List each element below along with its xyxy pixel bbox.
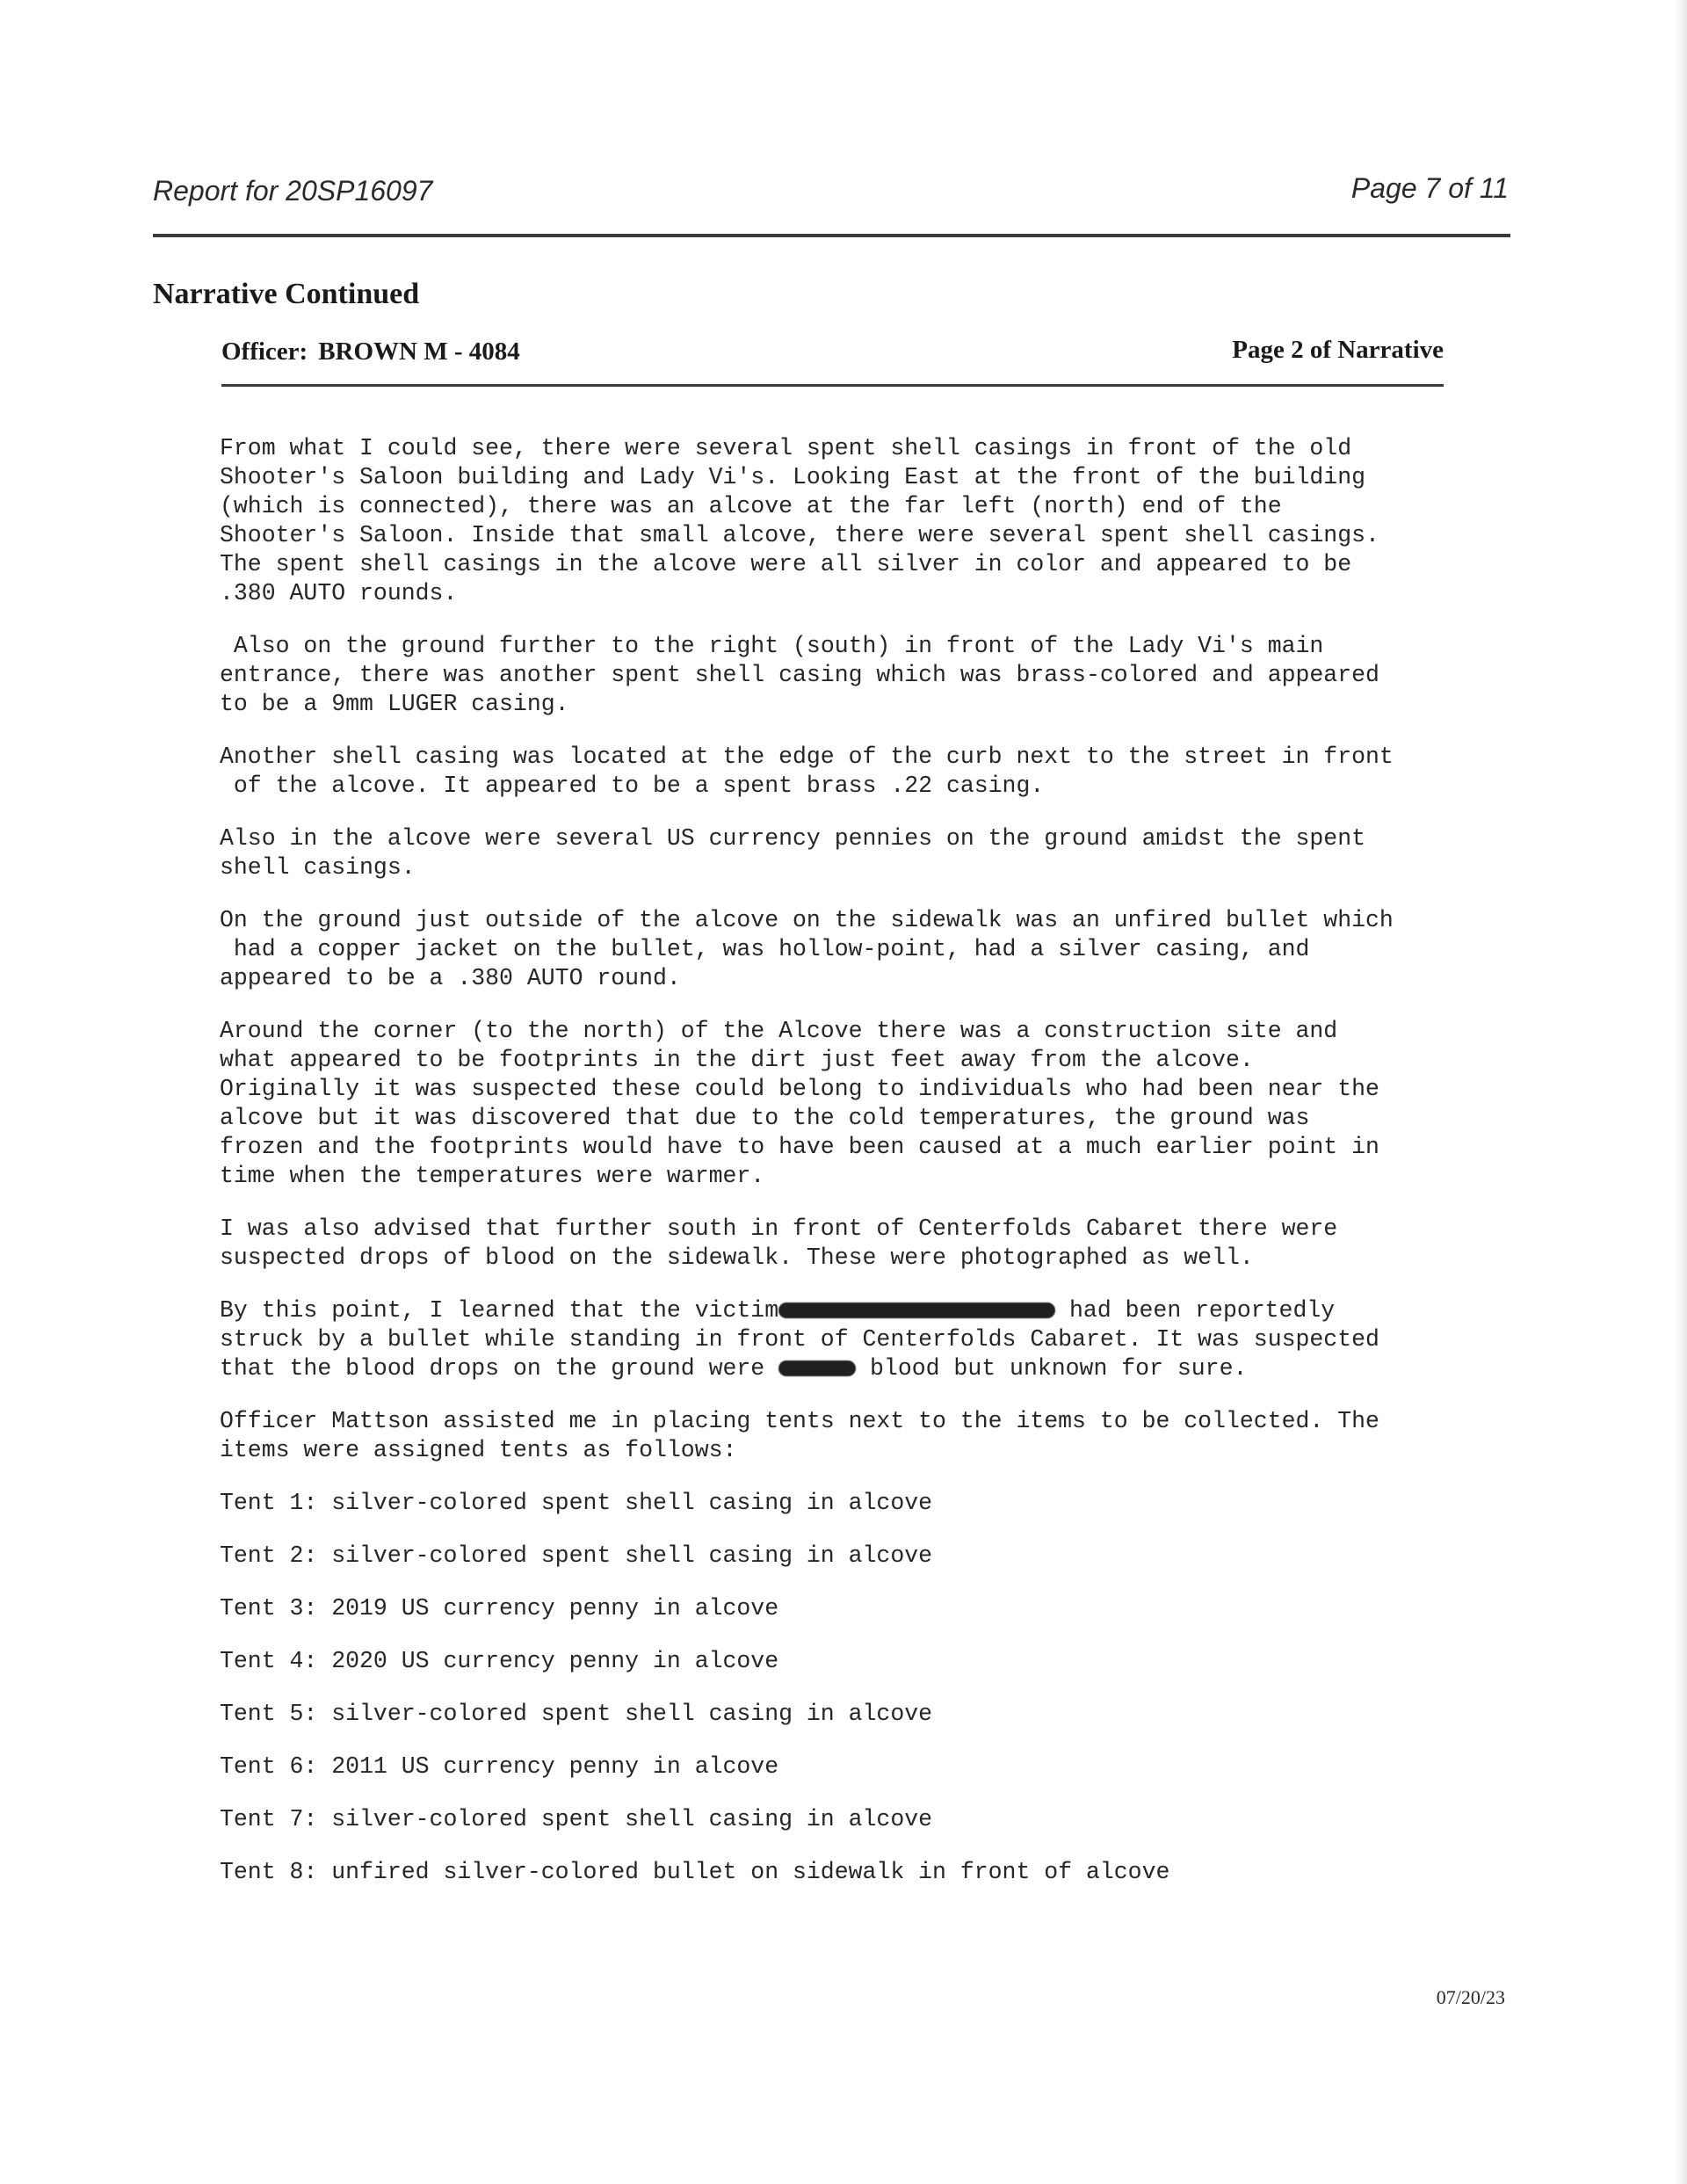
section-title: Narrative Continued (153, 278, 420, 310)
narrative-text: blood but unknown for sure. (856, 1355, 1248, 1382)
narrative-paragraph: Officer Mattson assisted me in placing tents next to the items to be collected. The items were assigned tents as follows: (220, 1408, 1379, 1463)
tent-item: Tent 6: 2011 US currency penny in alcove (220, 1753, 779, 1780)
narrative-text: had been reportedly struck by a bullet while standing in front of Centerfolds Cabaret. It was suspected that the blood drops on the ground were (220, 1297, 1379, 1382)
redaction-mark (778, 1360, 856, 1376)
footer-date: 07/20/23 (1436, 1986, 1505, 2008)
tent-item: Tent 4: 2020 US currency penny in alcove (220, 1648, 779, 1674)
redaction-mark (778, 1302, 1055, 1318)
officer-label: Officer: (221, 337, 308, 366)
narrative-paragraph: Around the corner (to the north) of the Alcove there was a construction site and what appeared to be footprints in the dirt just feet away from the alcove. Originally it was suspected these could belong to individuals who had been near the alcove but it was discovered that due to the cold temperatures, the ground was frozen and the footprints would have to have been caused at a much earlier point in time when the temperatures were warmer. (220, 1018, 1379, 1189)
narrative-page-number: Page 2 of Narrative (1232, 336, 1444, 364)
report-number-header: Report for 20SP16097 (153, 175, 433, 207)
page-number-header: Page 7 of 11 (1350, 172, 1509, 204)
officer-name: BROWN M - 4084 (318, 337, 520, 366)
narrative-body (220, 434, 1450, 1911)
tent-item: Tent 5: silver-colored spent shell casing in alcove (220, 1701, 933, 1727)
narrative-paragraph: Also in the alcove were several US currency pennies on the ground amidst the spent shell casings. (220, 825, 1366, 881)
tent-item: Tent 2: silver-colored spent shell casing in alcove (220, 1542, 933, 1569)
narrative-paragraph: I was also advised that further south in front of Centerfolds Cabaret there were suspected drops of blood on the sidewalk. These were photographed as well. (220, 1215, 1338, 1271)
narrative-paragraph: Another shell casing was located at the edge of the curb next to the street in front of the alcove. It appeared to be a spent brass .22 casing. (220, 744, 1394, 799)
tent-item: Tent 8: unfired silver-colored bullet on sidewalk in front of alcove (220, 1859, 1170, 1885)
tent-item: Tent 1: silver-colored spent shell casing in alcove (220, 1490, 933, 1516)
header-divider (153, 234, 1510, 237)
narrative-paragraph: Also on the ground further to the right (south) in front of the Lady Vi's main entrance, there was another spent shell casing which was brass-colored and appeared to be a 9mm LUGER casing. (220, 633, 1379, 717)
narrative-paragraph: From what I could see, there were several spent shell casings in front of the old Shooter's Saloon building and Lady Vi's. Looking East at the front of the building (which is connected), there was an alcove at the far left (north) end of the Shooter's Saloon. Inside that small alcove, there were several spent shell casings. The spent shell casings in the alcove were all silver in color and appeared to be .380 AUTO rounds. (220, 435, 1379, 606)
narrative-paragraph-redacted (220, 1296, 1450, 1383)
narrative-paragraph: On the ground just outside of the alcove on the sidewalk was an unfired bullet which had a copper jacket on the bullet, was hollow-point, had a silver casing, and appeared to be a .380 AUTO round. (220, 907, 1394, 991)
page-edge-shadow (1675, 0, 1687, 2184)
tent-item: Tent 7: silver-colored spent shell casing in alcove (220, 1806, 933, 1832)
officer-line (221, 337, 520, 366)
narrative-text: By this point, I learned that the victim (220, 1297, 779, 1324)
officer-divider (221, 384, 1444, 387)
tent-item: Tent 3: 2019 US currency penny in alcove (220, 1595, 779, 1622)
